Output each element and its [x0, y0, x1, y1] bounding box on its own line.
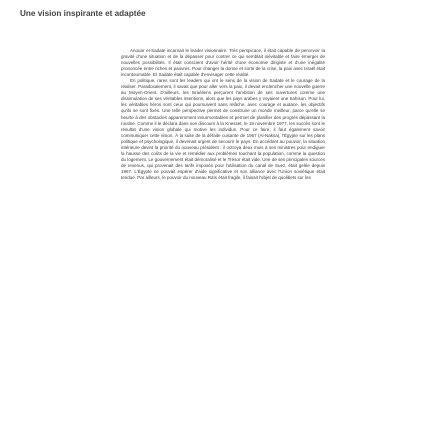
section-heading: Une vision inspirante et adaptée [20, 9, 146, 18]
paragraph-2: En politique, rares sont les leaders qui ont le sens de la vision de Sadate et le courage de la réaliser. Paradoxalement, il savait que pour aller vers la paix, il devait enclencher une nouvelle guerre au Moyen-Orient. D'ailleurs, les Israéliens perçurent l'ambition de ses ouvertures comme une dissimulation de ses véritables intentions, alors que les pays arabes y voyaient une trahison. Pour lui, les véritables héros sont ceux qui poursuivent sans relâche, avec courage et audace, les objectifs qu'ils se sont fixés. Une telle perspective permet de construire un monde meilleur, parce qu'elle se heurte à des obstacles apparemment insurmontables et permet de planifier des progrès dépassant la routine. Comme il le déclara dans son discours à la Knesset, le 19 novembre 1977, les succès sont le résultat d'une vision globale qui motive les individus. Pour ce faire, il faut également savoir communiquer cette vision. À la suite de la défaite cuisante de 1967 (Al-Naksa), l'Égypte sur les plans politique et psychologique, il devenait urgent de secourir le pays. En accédant au pouvoir, la situation intérieure devint la priorité du nouveau président : il octroya deux mois à ses ministres pour endiguer la hausse des coûts de la vie et remédier aux problèmes touchant la population, comme la question du logement. Le gouvernement était démoralisé et le Trésor était vide. Une de ses principales sources de revenus, qui provenait des tarifs imposés pour l'utilisation du canal de Suez, était gelée depuis 1967. L'Égypte ne pouvait espérer d'aide significative et son alliance avec l'Union soviétique était tendue. Par ailleurs, le pouvoir du nouveau Raïs était fragile, il faisait l'objet de quolibets sur les [121, 78, 325, 180]
paragraph-1: Anouar el-Sadate incarnait le leader visionnaire. Très perspicace, il était capable de percevoir la gravité d'une situation et de la dépasser pour contrer ce qui semblait inévitable et faire émerger de nouvelles possibilités. Il était conscient d'avoir hérité d'une économie dirigiste et d'une inégalité prononcée entre riches et pauvres. Pour changer la donne et sortir de la crise, la paix avec Israël était incontournable. Et Sadate était capable d'envisager cette réalité. [121, 48, 325, 78]
article-body [121, 48, 325, 436]
